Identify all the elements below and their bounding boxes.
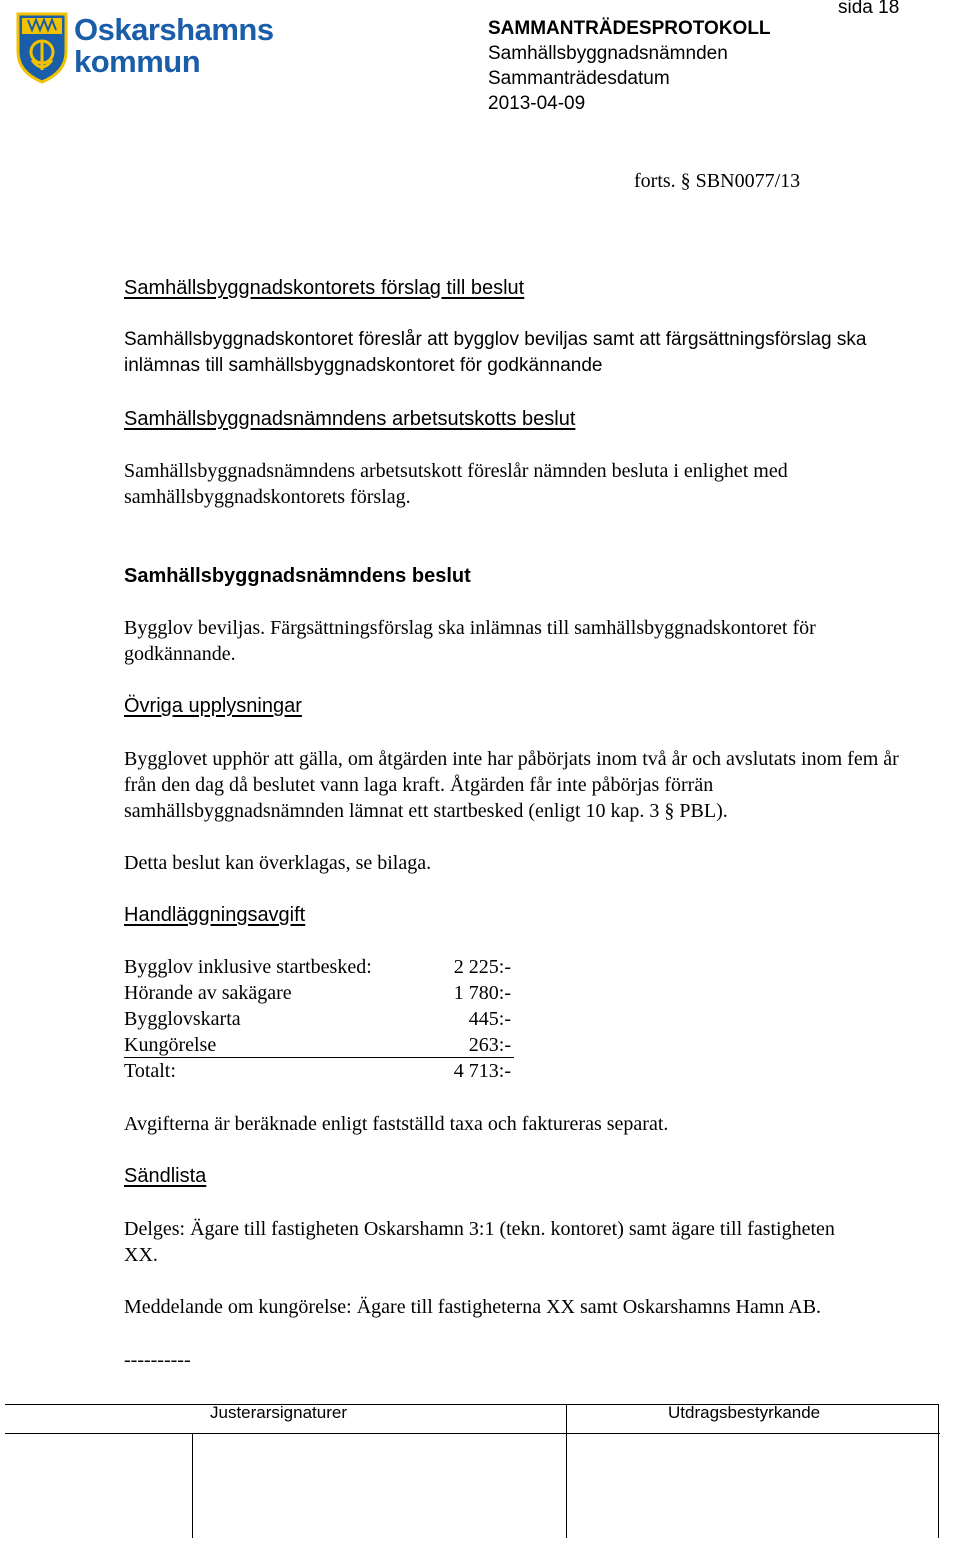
fees-heading: Handläggningsavgift — [124, 904, 306, 926]
page-number: sida 18 — [838, 0, 900, 18]
fee-row — [124, 1032, 514, 1058]
separator-dashes: ---------- — [124, 1349, 191, 1371]
footer-divider — [5, 1433, 940, 1434]
fee-label: Totalt: — [124, 1060, 176, 1082]
fee-row — [124, 980, 514, 1006]
fee-label: Bygglov inklusive startbesked: — [124, 956, 372, 978]
meeting-date: 2013-04-09 — [488, 93, 586, 114]
fee-row — [124, 1006, 514, 1032]
other-info-heading: Övriga upplysningar — [124, 695, 302, 717]
distribution-heading: Sändlista — [124, 1165, 207, 1187]
fee-label: Hörande av sakägare — [124, 982, 292, 1004]
logo-name: Oskarshamns — [74, 12, 274, 47]
protocol-title: SAMMANTRÄDESPROTOKOLL — [488, 18, 771, 39]
fee-amount: 1 780:- — [453, 982, 511, 1004]
board-decision-text: Bygglov beviljas. Färgsättningsförslag ska inlämnas till samhällsbyggnadskontoret för godkännande. — [124, 617, 816, 665]
other-info-text: Bygglovet upphör att gälla, om åtgärden inte har påbörjats inom två år och avslutats inom fem år från den dag då beslutet vann laga kraft. Åtgärden får inte påbörjas förrän samhällsbyggnadsnämnden lämnat ett startbesked (enligt 10 kap. 3 § PBL). — [124, 748, 899, 822]
appeal-text: Detta beslut kan överklagas, se bilaga. — [124, 852, 432, 874]
fee-label: Kungörelse — [124, 1034, 217, 1056]
working-committee-text: Samhällsbyggnadsnämndens arbetsutskott föreslår nämnden besluta i enlighet med samhällsbyggnadskontorets förslag. — [124, 460, 788, 508]
municipality-logo — [14, 8, 274, 88]
logo-kommun: kommun — [74, 44, 201, 79]
footer-signature-box — [5, 1404, 939, 1538]
board-decision-heading: Samhällsbyggnadsnämndens beslut — [124, 565, 471, 587]
case-reference: forts. § SBN0077/13 — [634, 170, 801, 192]
committee-name: Samhällsbyggnadsnämnden — [488, 43, 728, 64]
footer-column-divider — [192, 1433, 193, 1538]
fee-total-row — [124, 1058, 514, 1084]
fee-amount: 2 225:- — [453, 956, 511, 978]
meeting-date-label: Sammanträdesdatum — [488, 68, 670, 89]
distribution-recipients: Delges: Ägare till fastigheten Oskarshamn 3:1 (tekn. kontoret) samt ägare till fastigheten XX. — [124, 1218, 835, 1266]
office-proposal-text: Samhällsbyggnadskontoret föreslår att bygglov beviljas samt att färgsättningsförslag ska inlämnas till samhällsbyggnadskontoret för godkännande — [124, 329, 867, 376]
fees-note: Avgifterna är beräknade enligt fastställd taxa och faktureras separat. — [124, 1113, 669, 1135]
fee-amount: 263:- — [468, 1034, 511, 1056]
announcement-recipients: Meddelande om kungörelse: Ägare till fastigheterna XX samt Oskarshamns Hamn AB. — [124, 1296, 822, 1318]
working-committee-heading: Samhällsbyggnadsnämndens arbetsutskotts beslut — [124, 408, 576, 430]
fee-label: Bygglovskarta — [124, 1008, 241, 1030]
adjuster-signatures-label: Justerarsignaturer — [210, 1403, 348, 1422]
fee-row — [124, 954, 514, 980]
office-proposal-heading: Samhällsbyggnadskontorets förslag till beslut — [124, 277, 525, 299]
fee-amount: 445:- — [468, 1008, 511, 1030]
fee-amount: 4 713:- — [453, 1060, 511, 1082]
fee-table — [124, 954, 514, 1084]
extract-certification-label: Utdragsbestyrkande — [668, 1403, 821, 1422]
footer-column-divider — [566, 1404, 567, 1538]
